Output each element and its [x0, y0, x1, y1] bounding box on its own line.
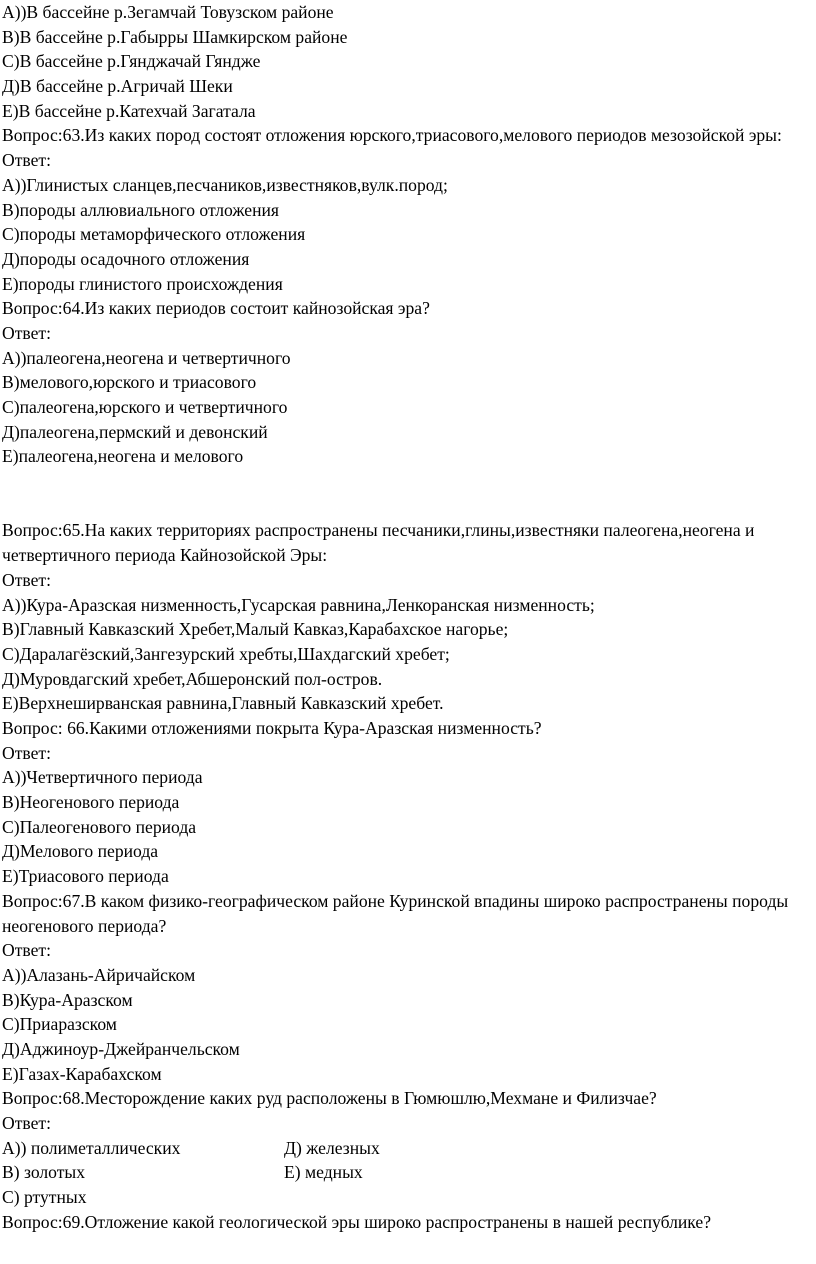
- answer-option: C)Палеогенового периода: [2, 816, 197, 837]
- question-66: [2, 716, 814, 889]
- answer-option: Д)породы осадочного отложения: [2, 248, 250, 269]
- question-text: Вопрос:67.В каком физико-географическом районе Куринской впадины широко распространены породы неогенового периода?: [2, 890, 789, 936]
- question-text: Вопрос:64.Из каких периодов состоит кайнозойская эра?: [2, 298, 430, 319]
- question-text: Вопрос: 66.Какими отложениями покрыта Кура-Аразская низменность?: [2, 718, 542, 738]
- answer-option: A))Четвертичного периода: [2, 767, 203, 788]
- answer-option: Д)В бассейне р.Агричай Шеки: [2, 76, 233, 97]
- answer-option: Д) железных: [284, 1137, 380, 1158]
- answer-option: Д)палеогена,пермский и девонский: [2, 421, 268, 442]
- question-text: Вопрос:68.Месторождение каких руд расположены в Гюмюшлю,Мехмане и Филизчае?: [2, 1088, 657, 1109]
- answer-option: E)Газах-Карабахском: [2, 1063, 162, 1084]
- blank-gap: [2, 469, 814, 518]
- answer-option: B)мелового,юрского и триасового: [2, 372, 257, 393]
- answer-option: B)Неогенового периода: [2, 792, 180, 813]
- answer-row: [2, 1136, 814, 1161]
- question-65: [2, 518, 814, 716]
- q62-options: [2, 0, 814, 123]
- answer-option: B)Кура-Аразском: [2, 989, 133, 1010]
- answer-label: Ответ:: [2, 569, 51, 590]
- answer-row: [2, 1160, 814, 1185]
- answer-label: Ответ:: [2, 150, 51, 171]
- question-text: Вопрос:69.Отложение какой геологической эры широко распространены в нашей республике?: [2, 1211, 712, 1232]
- answer-option: C)палеогена,юрского и четвертичного: [2, 397, 288, 418]
- question-64: [2, 296, 814, 469]
- answer-option: A))Алазань-Айричайском: [2, 964, 196, 985]
- answer-option: E)В бассейне р.Катехчай Загатала: [2, 100, 256, 121]
- answer-option: B) золотых: [2, 1162, 86, 1183]
- document-page: [2, 0, 814, 1234]
- answer-option: E)Триасового периода: [2, 866, 169, 887]
- answer-option: B)В бассейне р.Габырры Шамкирском районе: [2, 26, 348, 47]
- answer-option: Д)Аджиноур-Джейранчельском: [2, 1038, 240, 1059]
- answer-option: C)В бассейне р.Гянджачай Гяндже: [2, 51, 261, 72]
- question-69: [2, 1210, 814, 1235]
- answer-option: B)Главный Кавказский Хребет,Малый Кавказ,Карабахское нагорье;: [2, 619, 509, 640]
- answer-label: Ответ:: [2, 742, 51, 763]
- answer-option: E) медных: [284, 1162, 363, 1183]
- answer-option: E)породы глинистого происхождения: [2, 273, 283, 294]
- answer-option: E)палеогена,неогена и мелового: [2, 446, 244, 467]
- answer-label: Ответ:: [2, 322, 51, 343]
- answer-option: A))В бассейне р.Зегамчай Товузском районе: [2, 2, 334, 22]
- answer-option: A))Кура-Аразская низменность,Гусарская равнина,Ленкоранская низменность;: [2, 594, 595, 615]
- answer-label: Ответ:: [2, 940, 51, 961]
- answer-option: Д)Муровдагский хребет,Абшеронский пол-остров.: [2, 668, 383, 689]
- question-text: Вопрос:65.На каких территориях распространены песчаники,глины,известняки палеогена,неогена и четвертичного периода Кайнозойской Эры:: [2, 520, 755, 566]
- answer-option: B)породы аллювиального отложения: [2, 199, 280, 220]
- question-68: [2, 1086, 814, 1209]
- answer-option: C)Приаразском: [2, 1014, 117, 1035]
- question-63: [2, 123, 814, 296]
- answer-option: Д)Мелового периода: [2, 841, 159, 862]
- answer-option: A))Глинистых сланцев,песчаников,известняков,вулк.пород;: [2, 174, 448, 195]
- question-67: [2, 889, 814, 1087]
- answer-option: E)Верхнеширванская равнина,Главный Кавказский хребет.: [2, 693, 444, 714]
- answer-option: C)породы метаморфического отложения: [2, 224, 306, 245]
- answer-option: A))палеогена,неогена и четвертичного: [2, 347, 291, 368]
- answer-label: Ответ:: [2, 1113, 51, 1134]
- answer-option: C) ртутных: [2, 1187, 87, 1208]
- answer-option: A)) полиметаллических: [2, 1137, 181, 1158]
- answer-option: C)Даралагёзский,Зангезурский хребты,Шахдагский хребет;: [2, 643, 450, 664]
- question-text: Вопрос:63.Из каких пород состоят отложения юрского,триасового,мелового периодов мезозойской эры:: [2, 125, 782, 146]
